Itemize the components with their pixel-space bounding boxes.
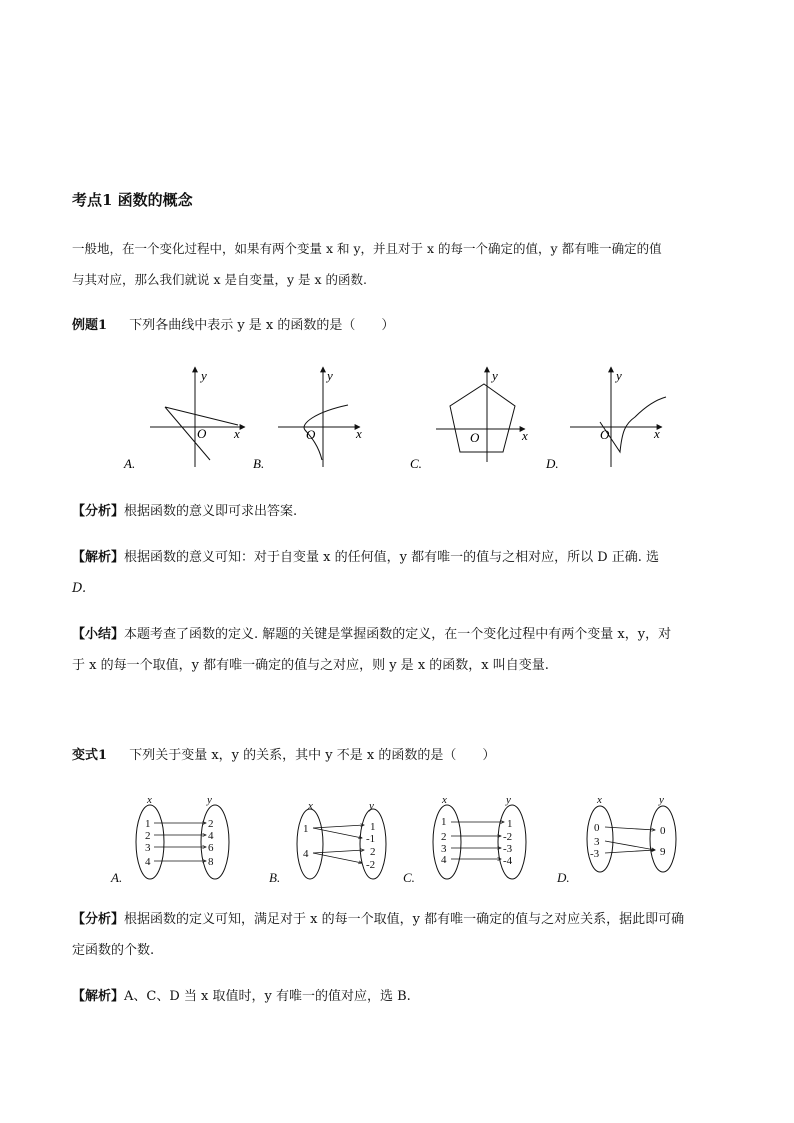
analysis-tag: 【分析】 — [72, 504, 125, 519]
graph-d-origin: O — [600, 427, 610, 442]
mapping-d — [556, 794, 676, 885]
svg-text:4: 4 — [441, 854, 447, 866]
mapping-b-x-label: x — [308, 800, 313, 812]
solution-text-1: 根据函数的意义可知：对于自变量 x 的任何值，y 都有唯一的值与之相对应，所以 D 正确. 选 — [124, 550, 660, 565]
variant-solution-tag: 【解析】 — [72, 989, 125, 1004]
variant1-solution — [72, 989, 411, 1005]
mapping-a — [110, 794, 229, 885]
definition-line-2: 与其对应，那么我们就说 x 是自变量，y 是 x 的函数. — [72, 272, 368, 287]
option-d-label: D. — [546, 456, 559, 471]
graph-a — [150, 367, 245, 467]
variant1-question: 下列关于变量 x，y 的关系，其中 y 不是 x 的函数的是（ ） — [129, 748, 496, 763]
graph-b-origin: O — [306, 427, 316, 442]
variant-solution-text: A、C、D 当 x 取值时，y 有唯一的值对应，选 B. — [124, 989, 411, 1004]
graph-a-origin: O — [197, 426, 207, 441]
example1-summary — [72, 627, 671, 643]
summary-tag: 【小结】 — [72, 627, 125, 642]
variant-analysis-text-2: 定函数的个数. — [72, 943, 155, 958]
summary-text-1: 本题考查了函数的定义. 解题的关键是掌握函数的定义，在一个变化过程中有两个变量 x，y，对 — [124, 627, 672, 642]
svg-text:0: 0 — [660, 825, 666, 837]
svg-text:3: 3 — [594, 836, 600, 848]
option-a-label: A. — [124, 456, 136, 471]
svg-text:9: 9 — [660, 846, 666, 858]
mapping-c — [403, 794, 526, 885]
graph-b-y-label: y — [327, 368, 333, 383]
svg-text:-1: -1 — [366, 833, 376, 845]
svg-text:8: 8 — [208, 856, 214, 868]
graph-c-origin: O — [470, 430, 480, 445]
variant1-question-row — [72, 748, 495, 764]
svg-text:-4: -4 — [503, 855, 513, 867]
svg-text:2: 2 — [208, 818, 214, 830]
graph-d-y-label: y — [616, 368, 622, 383]
graph-c-y-label: y — [492, 368, 498, 383]
definition-line-1: 一般地，在一个变化过程中，如果有两个变量 x 和 y，并且对于 x 的每一个确定的值，y 都有唯一确定的值 — [72, 241, 662, 256]
mapping-c-option: C. — [403, 870, 415, 885]
svg-text:4: 4 — [208, 830, 214, 842]
mapping-c-x-label: x — [442, 794, 447, 806]
svg-text:0: 0 — [594, 822, 600, 834]
svg-text:2: 2 — [145, 830, 151, 842]
mapping-d-x-label: x — [597, 794, 602, 806]
option-b-label: B. — [253, 456, 265, 471]
variant1-analysis — [72, 912, 684, 928]
analysis-text: 根据函数的意义即可求出答案. — [124, 504, 298, 519]
mapping-d-y-label: y — [659, 794, 664, 806]
graph-b — [278, 367, 360, 467]
mapping-b-option: B. — [269, 870, 281, 885]
svg-text:1: 1 — [145, 818, 151, 830]
mapping-d-option: D. — [557, 870, 570, 885]
example1-question-row — [72, 318, 394, 334]
section-title: 考点1 函数的概念 — [72, 191, 193, 209]
variant-analysis-text-1: 根据函数的定义可知，满足对于 x 的每一个取值，y 都有唯一确定的值与之对应关系，据此即可确 — [124, 912, 685, 927]
variant-analysis-tag: 【分析】 — [72, 912, 125, 927]
example1-graphs — [110, 362, 680, 474]
svg-text:4: 4 — [303, 848, 309, 860]
example1-analysis — [72, 504, 297, 520]
option-c-label: C. — [410, 456, 422, 471]
graph-c — [436, 367, 525, 462]
mapping-a-x-label: x — [147, 794, 152, 806]
graph-d-x-label: x — [654, 426, 660, 441]
mapping-a-option: A. — [111, 870, 123, 885]
svg-text:-2: -2 — [503, 831, 513, 843]
svg-text:2: 2 — [370, 846, 376, 858]
variant1-mappings — [105, 792, 705, 888]
svg-text:1: 1 — [507, 818, 513, 830]
mapping-c-y-label: y — [506, 794, 511, 806]
svg-text:-3: -3 — [503, 843, 513, 855]
example1-question: 下列各曲线中表示 y 是 x 的函数的是（ ） — [129, 318, 395, 333]
svg-text:1: 1 — [441, 816, 447, 828]
svg-text:2: 2 — [441, 831, 447, 843]
svg-text:1: 1 — [303, 823, 309, 835]
solution-tag: 【解析】 — [72, 550, 125, 565]
svg-text:3: 3 — [441, 843, 447, 855]
graph-b-x-label: x — [356, 426, 362, 441]
mapping-a-y-label: y — [207, 794, 212, 806]
svg-text:3: 3 — [145, 842, 151, 854]
solution-text-2: D. — [72, 581, 87, 596]
svg-text:-3: -3 — [590, 848, 600, 860]
example1-solution — [72, 550, 659, 566]
graph-a-x-label: x — [234, 426, 240, 441]
graph-a-y-label: y — [201, 368, 207, 383]
svg-text:-2: -2 — [366, 859, 376, 871]
svg-text:4: 4 — [145, 856, 151, 868]
mapping-b — [269, 800, 386, 885]
svg-text:1: 1 — [370, 821, 376, 833]
summary-text-2: 于 x 的每一个取值，y 都有唯一确定的值与之对应，则 y 是 x 的函数，x 叫自变量. — [72, 658, 549, 673]
variant1-label: 变式1 — [72, 748, 108, 763]
svg-text:6: 6 — [208, 842, 214, 854]
example1-label: 例题1 — [72, 318, 108, 333]
mapping-b-y-label: y — [369, 800, 374, 812]
graph-c-x-label: x — [522, 428, 528, 443]
